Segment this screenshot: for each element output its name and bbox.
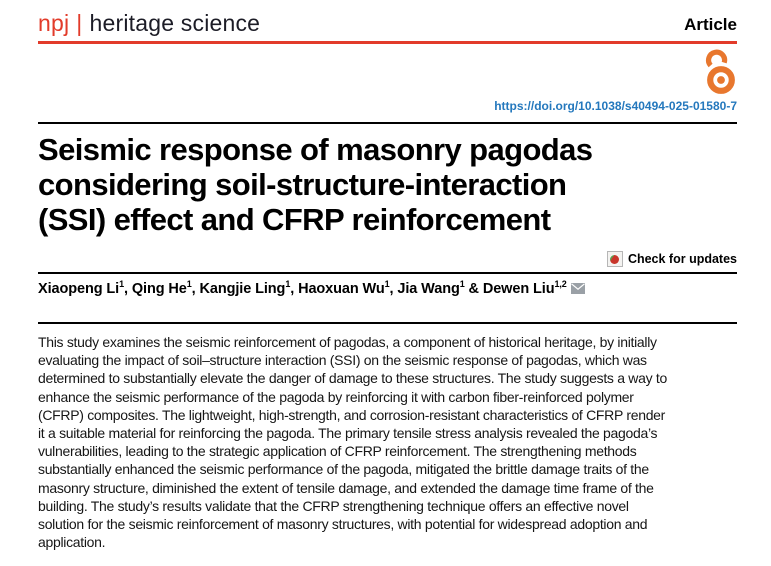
check-for-updates-badge[interactable] <box>38 251 737 267</box>
doi-link[interactable]: https://doi.org/10.1038/s40494-025-01580-7 <box>494 99 737 113</box>
article-type-label: Article <box>684 15 737 34</box>
journal-header <box>38 10 737 37</box>
open-access-row <box>38 49 737 97</box>
title-line-2: considering soil-structure-interaction <box>38 167 567 202</box>
authors-text: Xiaopeng Li$^1$, Qing He$^1$, Kangjie Ling$^1$, Haoxuan Wu$^1$, Jia Wang$^1$ & Dewen Liu$^{1,2}$ <box>38 279 567 297</box>
journal-name: heritage science <box>89 10 261 36</box>
doi-row <box>38 99 737 113</box>
title-top-rule <box>38 122 737 124</box>
journal-logo <box>38 10 260 37</box>
open-access-lock-icon <box>703 49 737 97</box>
page-title <box>38 132 737 237</box>
abstract-text: This study examines the seismic reinforcement of pagodas, a component of historical heritage, by initially evaluating the impact of soil–structure interaction (SSI) on the seismic response of pagodas, which was determined to substantially elevate the danger of damage to these structures. The study suggests a way to enhance the seismic performance of the pagoda by reinforcing it with carbon fiber-reinforced polymer (CFRP) composites. The lightweight, high-strength, and corrosion-resistant characteristics of CFRP render it a suitable material for reinforcing the pagoda. The primary tensile stress analysis revealed the pagoda’s vulnerabilities, leading to the strategic application of CFRP reinforcement. The strengthening methods substantially enhanced the seismic performance of the pagoda, mitigated the brittle damage traits of the masonry structure, diminished the extent of tensile damage, and extended the damage time frame of the building. The study’s results validate that the CFRP strengthening technique offers an effective novel solution for the seismic reinforcement of masonry structures, with potential for widespread adoption and application. <box>38 334 667 551</box>
title-line-3: (SSI) effect and CFRP reinforcement <box>38 202 551 237</box>
authors-line <box>38 281 737 297</box>
abstract-top-rule <box>38 322 737 324</box>
journal-brand-separator: | <box>76 10 83 36</box>
journal-brand: npj <box>38 10 70 36</box>
check-for-updates-label: Check for updates <box>627 252 737 266</box>
header-rule <box>38 41 737 44</box>
crossmark-icon <box>607 251 623 267</box>
title-line-1: Seismic response of masonry pagodas <box>38 132 593 167</box>
authors-top-rule <box>38 272 737 274</box>
envelope-icon[interactable] <box>571 282 585 298</box>
